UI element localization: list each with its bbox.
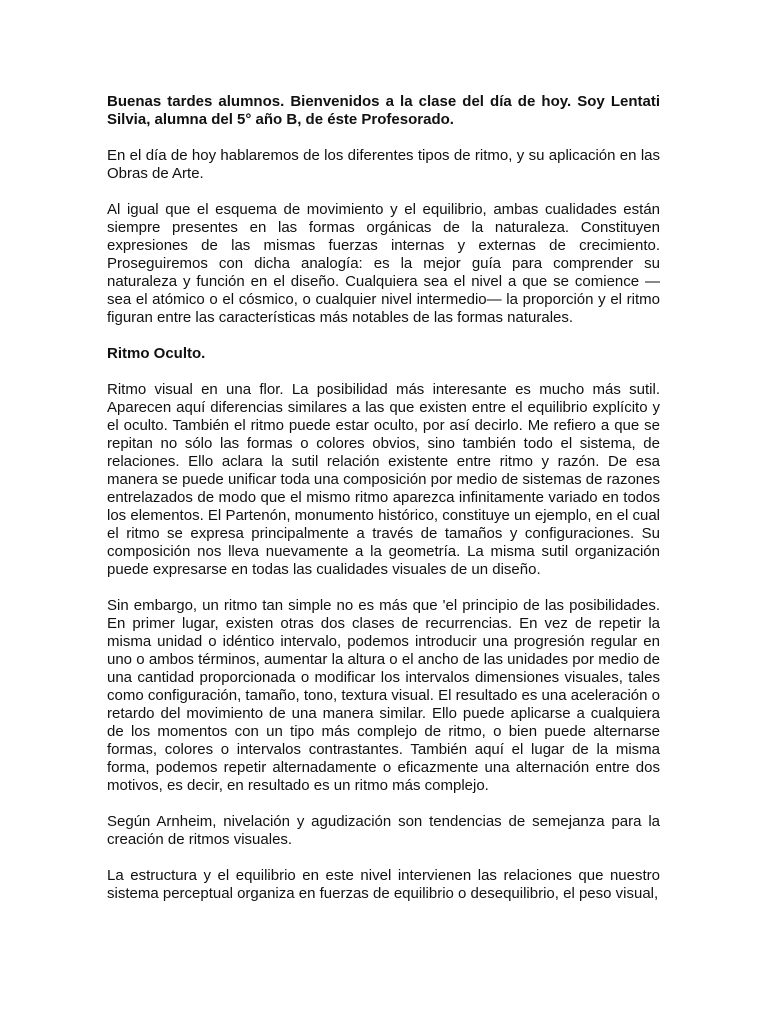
section-heading: Ritmo Oculto. [107, 345, 206, 362]
paragraph-topic: En el día de hoy hablaremos de los diferentes tipos de ritmo, y su aplicación en las Obras de Arte. [107, 147, 660, 182]
paragraph-nature: Al igual que el esquema de movimiento y el equilibrio, ambas cualidades están siempre presentes en las formas orgánicas de la naturaleza. Constituyen expresiones de las mismas fuerzas internas y externas de crecimiento. Proseguiremos con dicha analogía: es la mejor guía para comprender su naturaleza y función en el diseño. Cualquiera sea el nivel a que se comience — sea el atómico o el cósmico, o cualquier nivel intermedio— la proporción y el ritmo figuran entre las características más notables de las formas naturales. [107, 201, 660, 326]
paragraph-structure: La estructura y el equilibrio en este nivel intervienen las relaciones que nuestro sistema perceptual organiza en fuerzas de equilibrio o desequilibrio, el peso visual, [107, 867, 660, 902]
paragraph-arnheim: Según Arnheim, nivelación y agudización son tendencias de semejanza para la creación de ritmos visuales. [107, 813, 660, 848]
intro-paragraph: Buenas tardes alumnos. Bienvenidos a la clase del día de hoy. Soy Lentati Silvia, alumna del 5° año B, de éste Profesorado. [107, 93, 660, 128]
document-body [107, 93, 660, 903]
paragraph-hidden-rhythm: Ritmo visual en una flor. La posibilidad más interesante es mucho más sutil. Aparecen aquí diferencias similares a las que existen entre el equilibrio explícito y el oculto. También el ritmo puede estar oculto, por así decirlo. Me refiero a que se repitan no sólo las formas o colores obvios, sino también todo el sistema, de relaciones. Ello aclara la sutil relación existente entre ritmo y razón. De esa manera se puede unificar toda una composición por medio de sistemas de razones entrelazados de modo que el mismo ritmo aparezca infinitamente variado en todos los elementos. El Partenón, monumento histórico, constituye un ejemplo, en el cual el ritmo se expresa principalmente a través de tamaños y configuraciones. Su composición nos lleva nuevamente a la geometría. La misma sutil organización puede expresarse en todas las cualidades visuales de un diseño. [107, 381, 660, 578]
paragraph-possibilities: Sin embargo, un ritmo tan simple no es más que 'el principio de las posibilidades. En primer lugar, existen otras dos clases de recurrencias. En vez de repetir la misma unidad o idéntico intervalo, podemos introducir una progresión regular en uno o ambos términos, aumentar la altura o el ancho de las unidades por medio de una cantidad proporcionada o modificar los intervalos dimensiones visuales, tales como configuración, tamaño, tono, textura visual. El resultado es una aceleración o retardo del movimiento de una manera similar. Ello puede aplicarse a cualquiera de los momentos con un tipo más complejo de ritmo, o bien puede alternarse formas, colores o intervalos contrastantes. También aquí el lugar de la misma forma, podemos repetir alternadamente o eficazmente una alternación entre dos motivos, es decir, en resultado es un ritmo más complejo. [107, 597, 660, 794]
